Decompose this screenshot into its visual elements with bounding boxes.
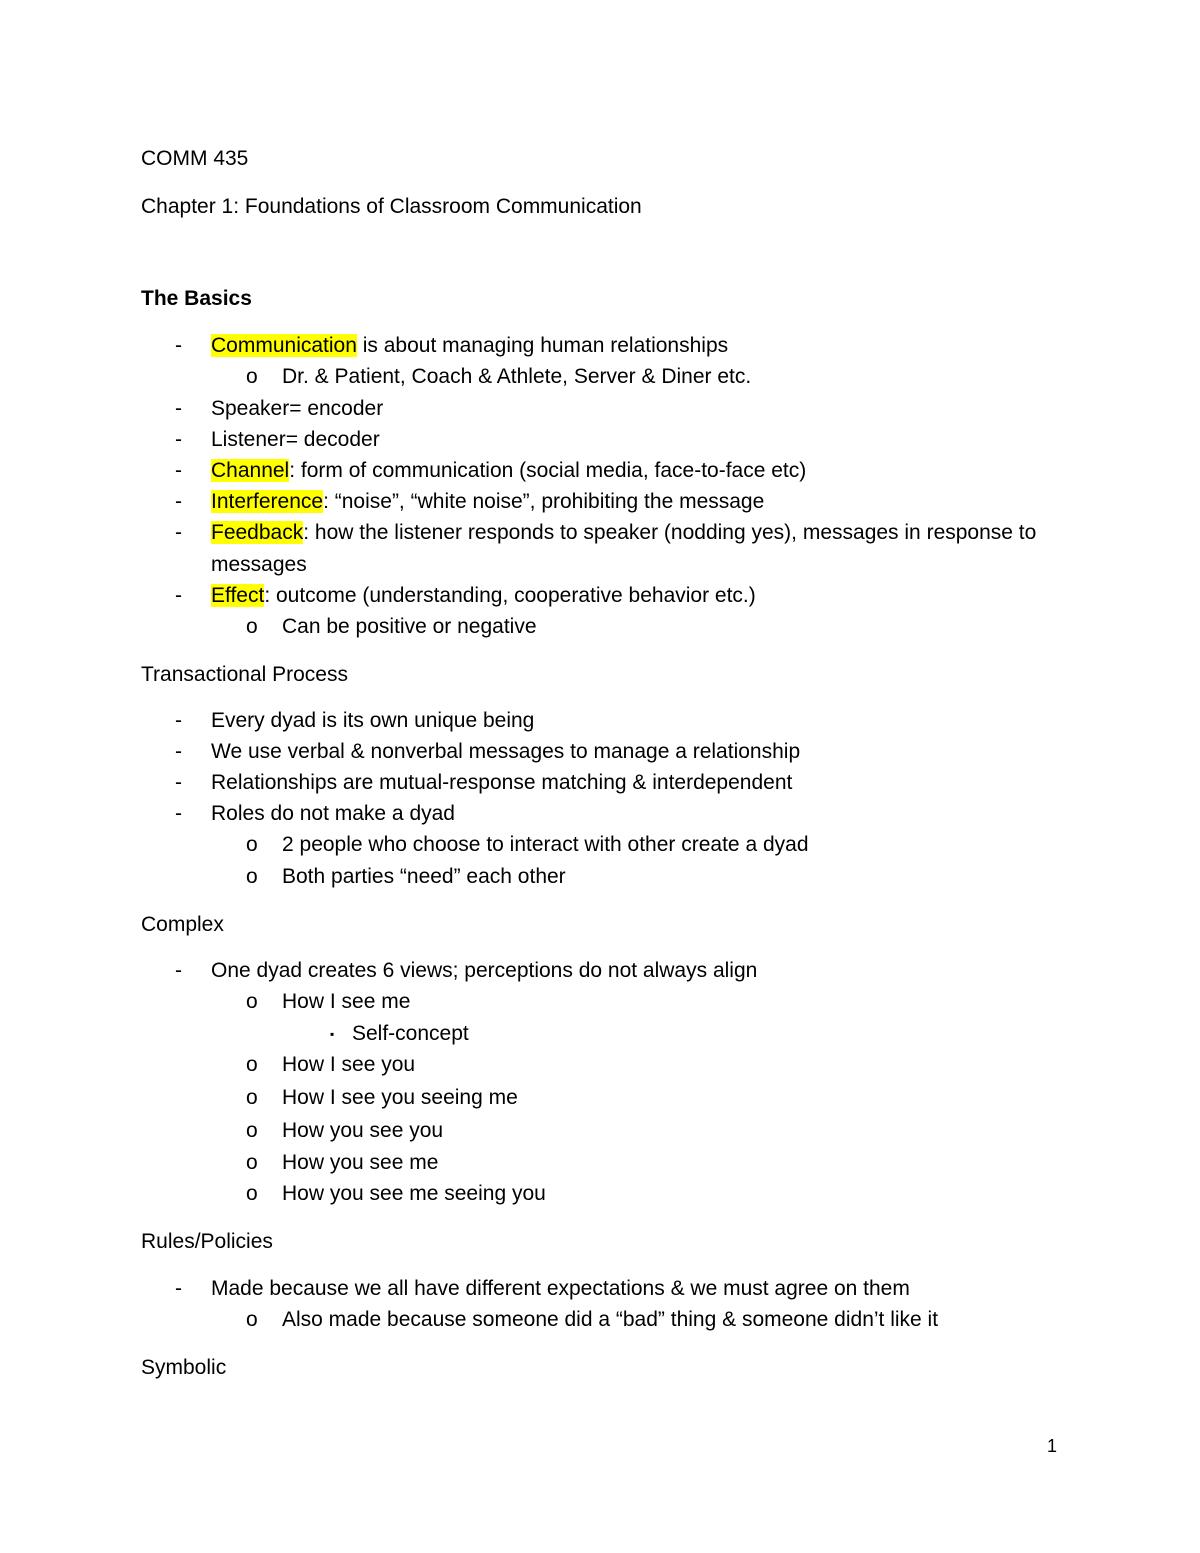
bullet-circle: o bbox=[246, 990, 258, 1013]
bullet-dash: - bbox=[175, 490, 182, 513]
section-heading-basics: The Basics bbox=[141, 287, 252, 310]
bullet-circle: o bbox=[246, 1151, 258, 1174]
chapter-title: Chapter 1: Foundations of Classroom Communication bbox=[141, 195, 642, 218]
list-subitem-text: How you see me seeing you bbox=[282, 1182, 546, 1205]
section-heading-rules: Rules/Policies bbox=[141, 1230, 273, 1253]
list-subitem-text: How you see me bbox=[282, 1151, 439, 1174]
list-subitem-text: How I see you seeing me bbox=[282, 1086, 518, 1109]
highlighted-term: Communication bbox=[211, 334, 357, 357]
bullet-dash: - bbox=[175, 334, 182, 357]
list-subitem-text: How I see me bbox=[282, 990, 411, 1013]
list-subitem-text: Also made because someone did a “bad” thing & someone didn’t like it bbox=[282, 1308, 939, 1331]
bullet-dash: - bbox=[175, 428, 182, 451]
list-subitem-text: Both parties “need” each other bbox=[282, 865, 566, 888]
bullet-dash: - bbox=[175, 521, 182, 544]
list-item-text: Every dyad is its own unique being bbox=[211, 709, 535, 732]
bullet-circle: o bbox=[246, 1119, 258, 1142]
bullet-dash: - bbox=[175, 397, 182, 420]
highlighted-term: Channel bbox=[211, 459, 290, 482]
bullet-dash: - bbox=[175, 771, 182, 794]
section-heading-transactional: Transactional Process bbox=[141, 663, 348, 686]
list-item-text: One dyad creates 6 views; perceptions do not always align bbox=[211, 959, 758, 982]
bullet-dash: - bbox=[175, 709, 182, 732]
list-item-text: We use verbal & nonverbal messages to manage a relationship bbox=[211, 740, 801, 763]
list-item-text: : form of communication (social media, face-to-face etc) bbox=[289, 459, 807, 482]
list-item-text: : outcome (understanding, cooperative behavior etc.) bbox=[264, 584, 756, 607]
page-number: 1 bbox=[1047, 1436, 1058, 1456]
bullet-circle: o bbox=[246, 1182, 258, 1205]
list-item-text: : “noise”, “white noise”, prohibiting the message bbox=[323, 490, 765, 513]
bullet-circle: o bbox=[246, 1086, 258, 1109]
list-item-text: Speaker= encoder bbox=[211, 397, 384, 420]
list-item-text: Relationships are mutual-response matching & interdependent bbox=[211, 771, 793, 794]
bullet-circle: o bbox=[246, 615, 258, 638]
list-item-text: : how the listener responds to speaker (nodding yes), messages in response to bbox=[303, 521, 1037, 544]
highlighted-term: Feedback bbox=[211, 521, 304, 544]
list-subsubitem-text: Self-concept bbox=[352, 1022, 469, 1045]
list-item-text: is about managing human relationships bbox=[356, 334, 729, 357]
bullet-dash: - bbox=[175, 740, 182, 763]
bullet-dash: - bbox=[175, 1277, 182, 1300]
bullet-dash: - bbox=[175, 802, 182, 825]
list-subitem-text: How you see you bbox=[282, 1119, 444, 1142]
highlighted-term: Interference bbox=[211, 490, 324, 513]
list-subitem-text: 2 people who choose to interact with other create a dyad bbox=[282, 833, 809, 856]
list-subitem-text: How I see you bbox=[282, 1053, 416, 1076]
bullet-circle: o bbox=[246, 1308, 258, 1331]
bullet-dash: - bbox=[175, 584, 182, 607]
bullet-circle: o bbox=[246, 1053, 258, 1076]
list-item-text: Made because we all have different expectations & we must agree on them bbox=[211, 1277, 910, 1300]
bullet-circle: o bbox=[246, 833, 258, 856]
list-item-continuation: messages bbox=[211, 553, 307, 576]
bullet-circle: o bbox=[246, 365, 258, 388]
bullet-square: ▪ bbox=[330, 1027, 335, 1041]
section-heading-complex: Complex bbox=[141, 913, 224, 936]
list-item-text: Roles do not make a dyad bbox=[211, 802, 455, 825]
list-subitem-text: Dr. & Patient, Coach & Athlete, Server & Diner etc. bbox=[282, 365, 752, 388]
bullet-dash: - bbox=[175, 959, 182, 982]
list-item-text: Listener= decoder bbox=[211, 428, 380, 451]
highlighted-term: Effect bbox=[211, 584, 265, 607]
bullet-dash: - bbox=[175, 459, 182, 482]
course-title: COMM 435 bbox=[141, 147, 249, 170]
bullet-circle: o bbox=[246, 865, 258, 888]
section-heading-symbolic: Symbolic bbox=[141, 1356, 227, 1379]
list-subitem-text: Can be positive or negative bbox=[282, 615, 537, 638]
